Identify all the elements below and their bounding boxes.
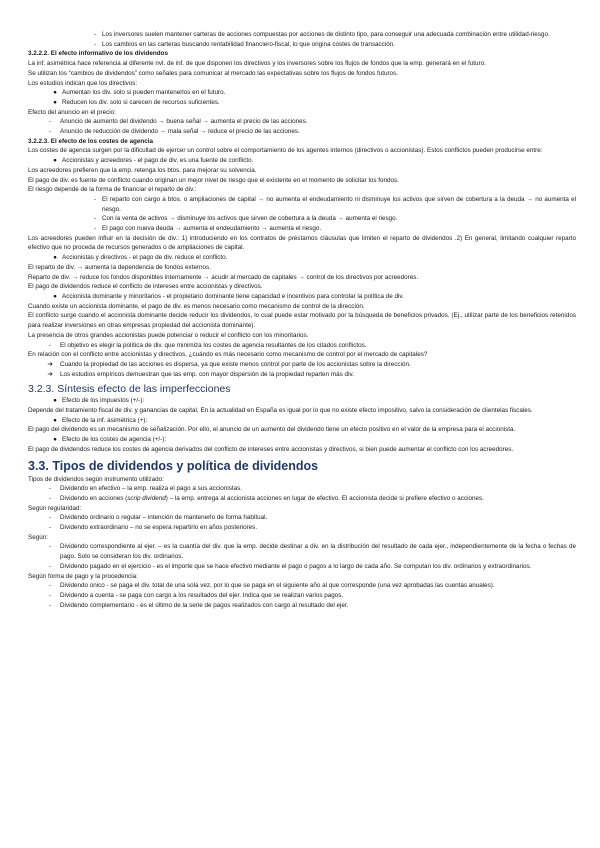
list-item <box>28 513 576 523</box>
subsection-heading: 3.2.2.2. El efecto informativo de los dividendos <box>28 50 168 58</box>
list-item <box>28 127 576 137</box>
paragraph: Se utilizan los “cambios de dividendos” como señales para comunicar al mercado las expectativas sobre los flujos de fondos futuros. <box>28 69 398 77</box>
paragraph: La inf. asimétrica hace referencia al diferente nvl. de inf. de que disponen los directivos y los inversores sobre los flujos de fondos que la emp. generará en el futuro. <box>28 60 486 68</box>
paragraph: Reparto de div. → reduce los fondos disponibles internamente → acudir al mercado de capitales → control de los directivos por acreedores. <box>28 273 419 281</box>
paragraph: El reparto de div. → aumenta la dependencia de fondos externos. <box>28 263 211 271</box>
list-item <box>28 40 576 50</box>
list-item-text: Efecto de la inf. asimétrica (+): <box>62 416 148 424</box>
paragraph: Tipos de dividendos según instrumento utilizado: <box>28 475 164 483</box>
list-item <box>28 88 576 98</box>
list-item-text: El reparto con cargo a btos. o ampliaciones de capital → no aumenta el endeudamiento ni disminuye los activos que sirven de cobertura a la deuda → no aumenta el riesgo. <box>102 195 576 213</box>
list-item-text: Accionistas y directivos - el pago de div. reduce el conflicto. <box>62 254 228 262</box>
list-item <box>28 581 576 591</box>
list-item-text: Dividendo en efectivo – la emp. realiza el pago a sus accionistas. <box>60 485 243 493</box>
list-item <box>28 591 576 601</box>
list-item-text: Los estudios empíricos demuestran que las emp. con mayor dispersión de la propiedad reparten más div. <box>60 370 354 378</box>
dash-bullet-icon: - <box>48 494 52 502</box>
dash-bullet-icon: - <box>93 195 97 203</box>
list-item <box>28 156 576 166</box>
paragraph: Los estudios indican que los directivos: <box>28 79 138 87</box>
list-item-text: Efecto de los impuestos (+/-): <box>62 397 145 405</box>
paragraph: Efecto del anuncio en el precio: <box>28 108 116 116</box>
list-item-text: Reducen los div. solo si carecen de recursos suficientes. <box>62 98 220 106</box>
list-item-text: Aumentan los div. solo si pueden mantenerlos en el futuro. <box>62 89 226 97</box>
bullet-icon: ● <box>53 157 57 165</box>
list-item <box>28 195 576 214</box>
list-item-text: Anuncio de aumento del dividendo → buena señal → aumenta el precio de las acciones. <box>60 118 308 126</box>
paragraph: El pago de dividendos reduce el conflicto de intereses entre accionistas y directivos. <box>28 283 263 291</box>
list-item-text: Accionistas y acreedores - el pago de div. es una fuente de conflicto. <box>62 157 254 165</box>
dash-bullet-icon: - <box>48 582 52 590</box>
list-item <box>28 224 576 234</box>
list-item <box>28 396 576 406</box>
list-item <box>28 435 576 445</box>
paragraph: Cuando existe un accionista dominante, el pago de div. es menos necesario como mecanismo de control de la dirección. <box>28 302 365 310</box>
list-item <box>28 494 576 504</box>
italic-term: scrip dividend <box>127 494 166 502</box>
paragraph: Los costes de agencia surgen por la dificultad de ejercer un control sobre el comportamiento de los agentes internos (directivos o accionistas). Estos conflictos pueden producirse entre: <box>28 147 543 155</box>
paragraph: Según: <box>28 533 48 541</box>
list-item <box>28 253 576 263</box>
list-item-text: Dividendo a cuenta - se paga con cargo a los resultados del ejer. Indica que se realizan varios pagos. <box>60 591 344 599</box>
arrow-list-item <box>28 370 576 380</box>
list-item-text: Dividendo único - se paga el div. total de una sola vez, por lo que se paga en el siguiente año al que corresponde (una vez aprobadas las cuentas anuales). <box>60 582 495 590</box>
list-item-text: Los cambios en las carteras buscando rentabilidad financiero-fiscal, lo que origina costes de transacción. <box>102 40 395 48</box>
list-item-text: Dividendo extraordinario – no se espera repartirlo en años posteriores. <box>60 524 258 532</box>
list-item-text: El pago con nueva deuda → aumenta el endeudamiento → aumenta el riesgo. <box>102 225 322 233</box>
list-item <box>28 292 576 302</box>
paragraph: En relación con el conflicto entre accionistas y directivos, ¿cuándo es más necesario como mecanismo de control por el mercado de capitales? <box>28 351 428 359</box>
bullet-icon: ● <box>53 416 57 424</box>
list-item-text: El objetivo es elegir la política de div. que minimiza los costes de agencia resultantes de los citados conflictos. <box>60 341 367 349</box>
bullet-icon: ● <box>53 436 57 444</box>
bullet-icon: ● <box>53 89 57 97</box>
bullet-icon: ● <box>53 254 57 262</box>
section-heading: 3.2.3. Síntesis efecto de las imperfecciones <box>28 383 231 396</box>
paragraph: El pago de dividendos reduce los costes de agencia derivados del conflicto de intereses entre accionistas y directivos, si bien puede aumentar el conflicto con los acreedores. <box>28 445 514 453</box>
paragraph: El conflicto surge cuando el accionista dominante decide reducir los dividendos, lo cual puede estar motivado por la búsqueda de beneficios privados. (Ej., utilizar parte de los beneficios retenidos para realizar inversiones en otras empresas propiedad del accionista dominante). <box>28 312 576 330</box>
list-item <box>28 117 576 127</box>
list-item-text: Con la venta de activos → disminuye los activos que sirven de cobertura a la deuda → aumenta el riesgo. <box>102 215 398 223</box>
list-item <box>28 562 576 572</box>
dash-bullet-icon: - <box>48 562 52 570</box>
list-item <box>28 416 576 426</box>
arrow-list-item <box>28 360 576 370</box>
list-item-text: Dividendo correspondiente al ejer. – es la cuantía del div. que la emp. decide destinar a div. en la distribución del resultado de cada ejer., independientemente de la fecha o fechas de pago. Solo se consideran los div. ordinarios. <box>60 543 576 561</box>
list-item-text: Los inversores suelen mantener carteras de acciones compuestas por acciones de distinto tipo, para conseguir una adecuada combinación entre utilidad-riesgo. <box>102 31 550 38</box>
paragraph: Depende del tratamiento fiscal de div. y ganancias de capital. En la actualidad en España es igual por lo que no existe efecto impositivo, salvo la consideración de clientelas fiscales. <box>28 407 533 415</box>
paragraph: Según regularidad: <box>28 504 82 512</box>
list-item-text: Anuncio de reducción de dividendo → mala señal → reduce el precio de las acciones. <box>60 128 300 136</box>
subsection-heading: 3.2.2.3. El efecto de los costes de agencia <box>28 137 153 145</box>
dash-bullet-icon: - <box>48 485 52 493</box>
paragraph: El pago del dividendo es un mecanismo de señalización. Por ello, el anuncio de un aumento del dividendo tiene un efecto positivo en el valor de la empresa para el accionista. <box>28 426 516 434</box>
dash-bullet-icon: - <box>48 514 52 522</box>
paragraph: El riesgo depende de la forma de financiar el reparto de div.: <box>28 186 197 194</box>
dash-bullet-icon: - <box>48 128 52 136</box>
list-item <box>28 214 576 224</box>
paragraph: Los acreedores pueden influir en la decisión de div.: 1) introduciendo en los contratos de préstamos cláusulas que limiten el reparto de dividendos .2) En general, limitando cualquier reparto efectivo que no proceda de recursos generados o de ampliaciones de capital. <box>28 234 576 252</box>
paragraph: La presencia de otros grandes accionistas puede potenciar o reducir el conflicto con los minoritarios. <box>28 331 309 339</box>
list-item <box>28 601 576 611</box>
dash-bullet-icon: - <box>93 40 97 48</box>
arrow-bullet-icon: ➔ <box>47 370 53 378</box>
list-item <box>28 484 576 494</box>
list-item-text: Efecto de los costes de agencia (+/-): <box>62 436 167 444</box>
dash-bullet-icon: - <box>48 591 52 599</box>
list-item <box>28 542 576 561</box>
dash-bullet-icon: - <box>48 601 52 609</box>
paragraph: Los acreedores prefieren que la emp. retenga los btos. para mejorar su solvencia. <box>28 166 257 174</box>
bullet-icon: ● <box>53 292 57 300</box>
list-item-text: Dividendo ordinario o regular – intención de mantenerlo de forma habitual. <box>60 514 268 522</box>
bullet-icon: ● <box>53 397 57 405</box>
list-item <box>28 98 576 108</box>
list-item-text: Dividendo en acciones (scrip dividend) – la emp. entrega al accionista acciones en lugar de efectivo. El accionista decide si prefiere efectivo o acciones. <box>60 494 484 502</box>
list-item-text: Cuando la propiedad de las acciones es dispersa, ya que existe menos control por parte de los accionistas sobre la dirección. <box>60 360 411 368</box>
dash-bullet-icon: - <box>93 225 97 233</box>
paragraph: Según forma de pago y la procedencia: <box>28 572 138 580</box>
document-page <box>28 30 576 610</box>
list-item <box>28 341 576 351</box>
paragraph: El pago de div. es fuente de conflicto cuando originan un mejor nivel de riesgo que el existente en el momento de solicitar los fondos. <box>28 176 399 184</box>
list-item-text: Dividendo pagado en el ejercicio - es el importe que se hace efectivo mediante el pago o pagos a lo largo de cada año. Se computan los div. ordinarios y extraordinarios. <box>60 562 532 570</box>
dash-bullet-icon: - <box>48 543 52 551</box>
bullet-icon: ● <box>53 98 57 106</box>
list-item <box>28 30 576 40</box>
dash-bullet-icon: - <box>93 215 97 223</box>
dash-bullet-icon: - <box>93 31 97 38</box>
dash-bullet-icon: - <box>48 341 52 349</box>
list-item-text: Dividendo complementario - es el último de la serie de pagos realizados con cargo al resultado del ejer. <box>60 601 349 609</box>
section-heading: 3.3. Tipos de dividendos y política de dividendos <box>28 458 319 473</box>
list-item <box>28 523 576 533</box>
list-item-text: Accionista dominante y minoritarios - el propietario dominante tiene capacidad e incentivos para controlar la política de div. <box>62 292 404 300</box>
arrow-bullet-icon: ➔ <box>47 360 53 368</box>
dash-bullet-icon: - <box>48 118 52 126</box>
dash-bullet-icon: - <box>48 524 52 532</box>
